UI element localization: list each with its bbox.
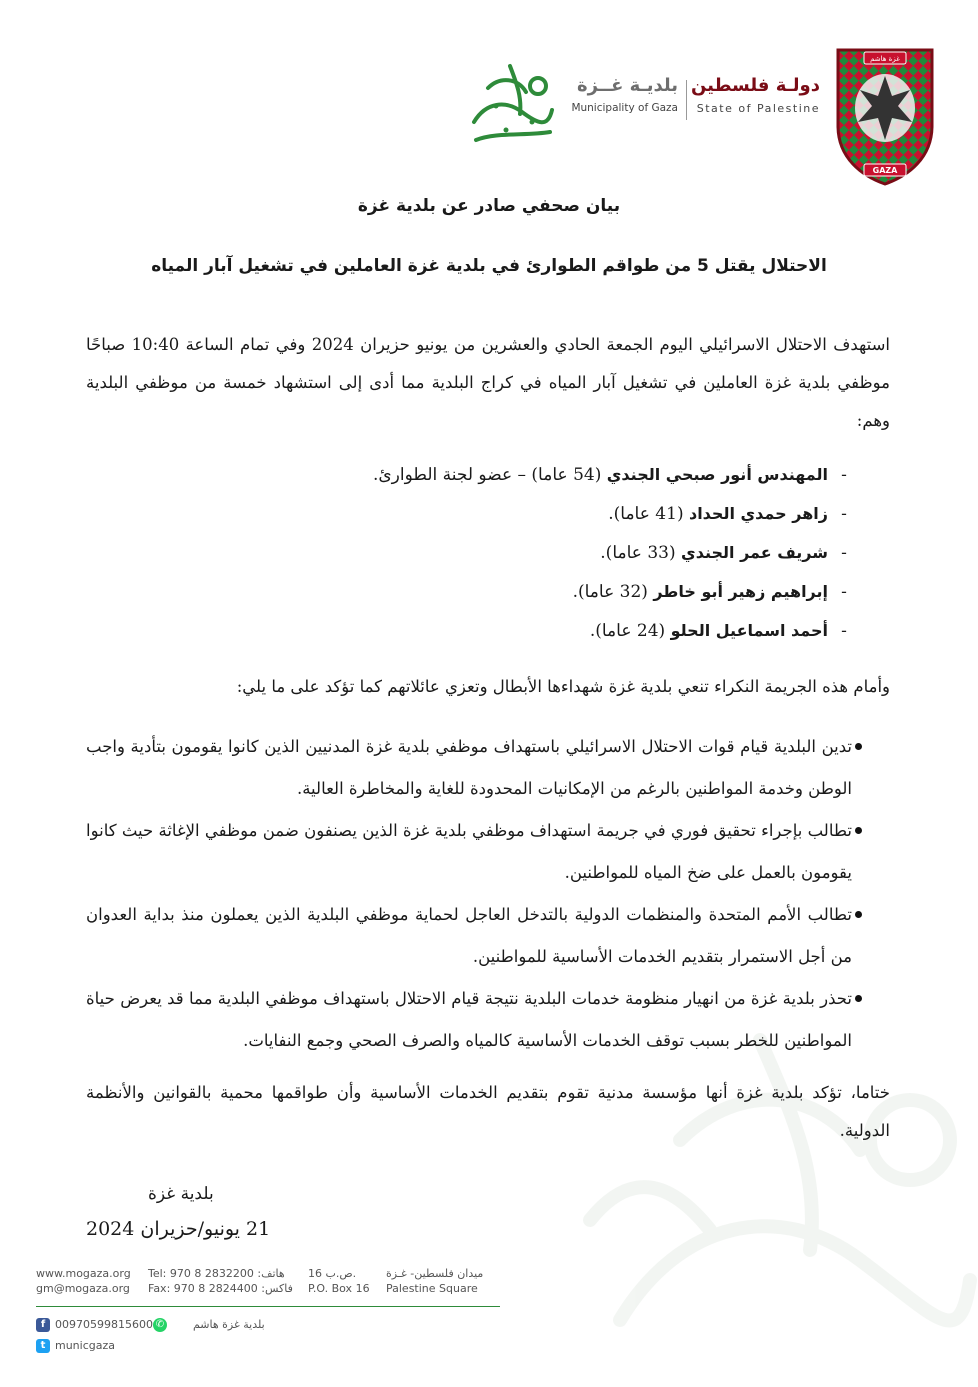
fax: Fax: 970 8 2824400 :فاكس xyxy=(148,1282,293,1295)
statements-list xyxy=(86,726,890,1062)
header-divider xyxy=(686,80,687,120)
list-item: تدين البلدية قيام قوات الاحتلال الاسرائيلي باستهداف موظفي بلدية غزة المدنيين الذين كانوا يقومون بتأدية واجب الوطن وخدمة المواطنين بالرغم من الإمكانيات المحدودة للغاية والمخاطرة العالية. xyxy=(86,726,890,810)
municipality-name-en: Municipality of Gaza xyxy=(571,102,678,114)
victim-name: المهندس أنور صبحي الجندي xyxy=(606,465,828,484)
closing-paragraph: ختاما، تؤكد بلدية غزة أنها مؤسسة مدنية تقوم بتقديم الخدمات الأساسية وأن طواقمها محمية بالقوانين والأنظمة الدولية. xyxy=(86,1083,890,1140)
municipality-name-ar: بلديـة غــزة xyxy=(576,75,678,96)
twitter-icon: t xyxy=(36,1339,50,1353)
list-item: تطالب بإجراء تحقيق فوري في جريمة استهداف موظفي بلدية غزة الذين يصنفون ضمن موظفي الإغاثة حيث كانوا يقومون بالعمل على ضخ المياه للمواطنين. xyxy=(86,810,890,894)
press-release-title: الاحتلال يقتل 5 من طواقم الطوارئ في بلدية غزة العاملين في تشغيل آبار المياه xyxy=(151,256,827,276)
list-item: -أحمد اسماعيل الحلو (24 عاما). xyxy=(589,621,847,641)
press-release-heading: بيان صحفي صادر عن بلدية غزة xyxy=(357,196,621,216)
victim-detail: (33 عاما). xyxy=(600,543,682,563)
slogan-text: كافي التنمية xyxy=(511,146,517,147)
victims-list xyxy=(160,460,860,655)
victim-name: زاهر حمدي الحداد xyxy=(688,504,828,523)
whatsapp-icon: ✆ xyxy=(153,1318,167,1332)
email-link[interactable]: gm@mogaza.org xyxy=(36,1282,130,1295)
gaza-emblem-icon xyxy=(834,46,936,186)
whatsapp-number[interactable]: 00970599815600 xyxy=(55,1318,153,1331)
list-item: -زاهر حمدي الحداد (41 عاما). xyxy=(608,504,847,524)
footer-contact xyxy=(36,1266,500,1296)
telephone: Tel: 970 8 2832200 :هاتف xyxy=(148,1267,285,1280)
list-item: تحذر بلدية غزة من انهيار منظومة خدمات البلدية نتيجة قيام الاحتلال باستهداف موظفي البلدية مما قد يعرض حياة المواطنين للخطر بسبب توقف الخدمات الأساسية كالمياه والصرف الصحي وجمع النفايات. xyxy=(86,978,890,1062)
list-item: -إبراهيم زهير أبو خاطر (32 عاما). xyxy=(572,582,847,602)
state-of-palestine xyxy=(688,74,820,115)
facebook-icon: f xyxy=(36,1318,50,1332)
emblem-top-text: غزة هاشم xyxy=(870,55,900,63)
address-en: Palestine Square xyxy=(386,1282,478,1295)
signature-org: بلدية غزة xyxy=(148,1184,214,1204)
state-name-en: State of Palestine xyxy=(696,102,820,115)
municipality-of-gaza xyxy=(566,74,678,114)
list-item: -المهندس أنور صبحي الجندي (54 عاما) – عضو لجنة الطوارئ. xyxy=(372,465,847,485)
po-box-en: P.O. Box 16 xyxy=(308,1282,370,1295)
social-links xyxy=(36,1316,265,1358)
website-link[interactable]: www.mogaza.org xyxy=(36,1267,131,1280)
victim-name: إبراهيم زهير أبو خاطر xyxy=(653,582,828,601)
signature-date: 21 يونيو/حزيران 2024 xyxy=(86,1218,271,1240)
emblem-bottom-text: GAZA xyxy=(872,166,898,175)
list-item: تطالب الأمم المتحدة والمنظمات الدولية بالتدخل العاجل لحماية موظفي البلدية الذين يعملون منذ بداية العدوان من أجل الاستمرار بتقديم الخدمات الأساسية للمواطنين. xyxy=(86,894,890,978)
victim-detail: (41 عاما). xyxy=(608,504,689,524)
twitter-link[interactable]: municgaza xyxy=(55,1339,116,1352)
victim-detail: (32 عاما). xyxy=(572,582,654,602)
condolence-paragraph: وأمام هذه الجريمة النكراء تنعي بلدية غزة شهداءها الأبطال وتعزي عائلاتهم كما تؤكد على ما يلي: xyxy=(236,677,890,696)
footer-divider xyxy=(36,1306,500,1307)
facebook-link[interactable]: بلدية غزة هاشم xyxy=(192,1318,265,1331)
list-item: -شريف عمر الجندي (33 عاما). xyxy=(600,543,847,563)
victim-name: أحمد اسماعيل الحلو xyxy=(670,621,828,640)
intro-paragraph: استهدف الاحتلال الاسرائيلي اليوم الجمعة الحادي والعشرين من يونيو حزيران 2024 وفي تمام الساعة 10:40 صباحًا موظفي بلدية غزة العاملين في تشغيل آبار المياه في كراج البلدية مما أدى إلى استشهاد خمسة من موظفي البلدية وهم: xyxy=(86,335,891,430)
victim-detail: (54 عاما) – عضو لجنة الطوارئ. xyxy=(372,465,607,485)
po-box-ar: 16 ص.ب. xyxy=(308,1267,357,1280)
victim-detail: (24 عاما). xyxy=(589,621,671,641)
victim-name: شريف عمر الجندي xyxy=(681,543,828,562)
letterhead xyxy=(0,0,978,195)
state-name-ar: دولـة فلسطين xyxy=(690,75,820,96)
slogan-logo-icon xyxy=(466,62,556,146)
address-ar: ميدان فلسطين- غـزة xyxy=(386,1267,484,1280)
